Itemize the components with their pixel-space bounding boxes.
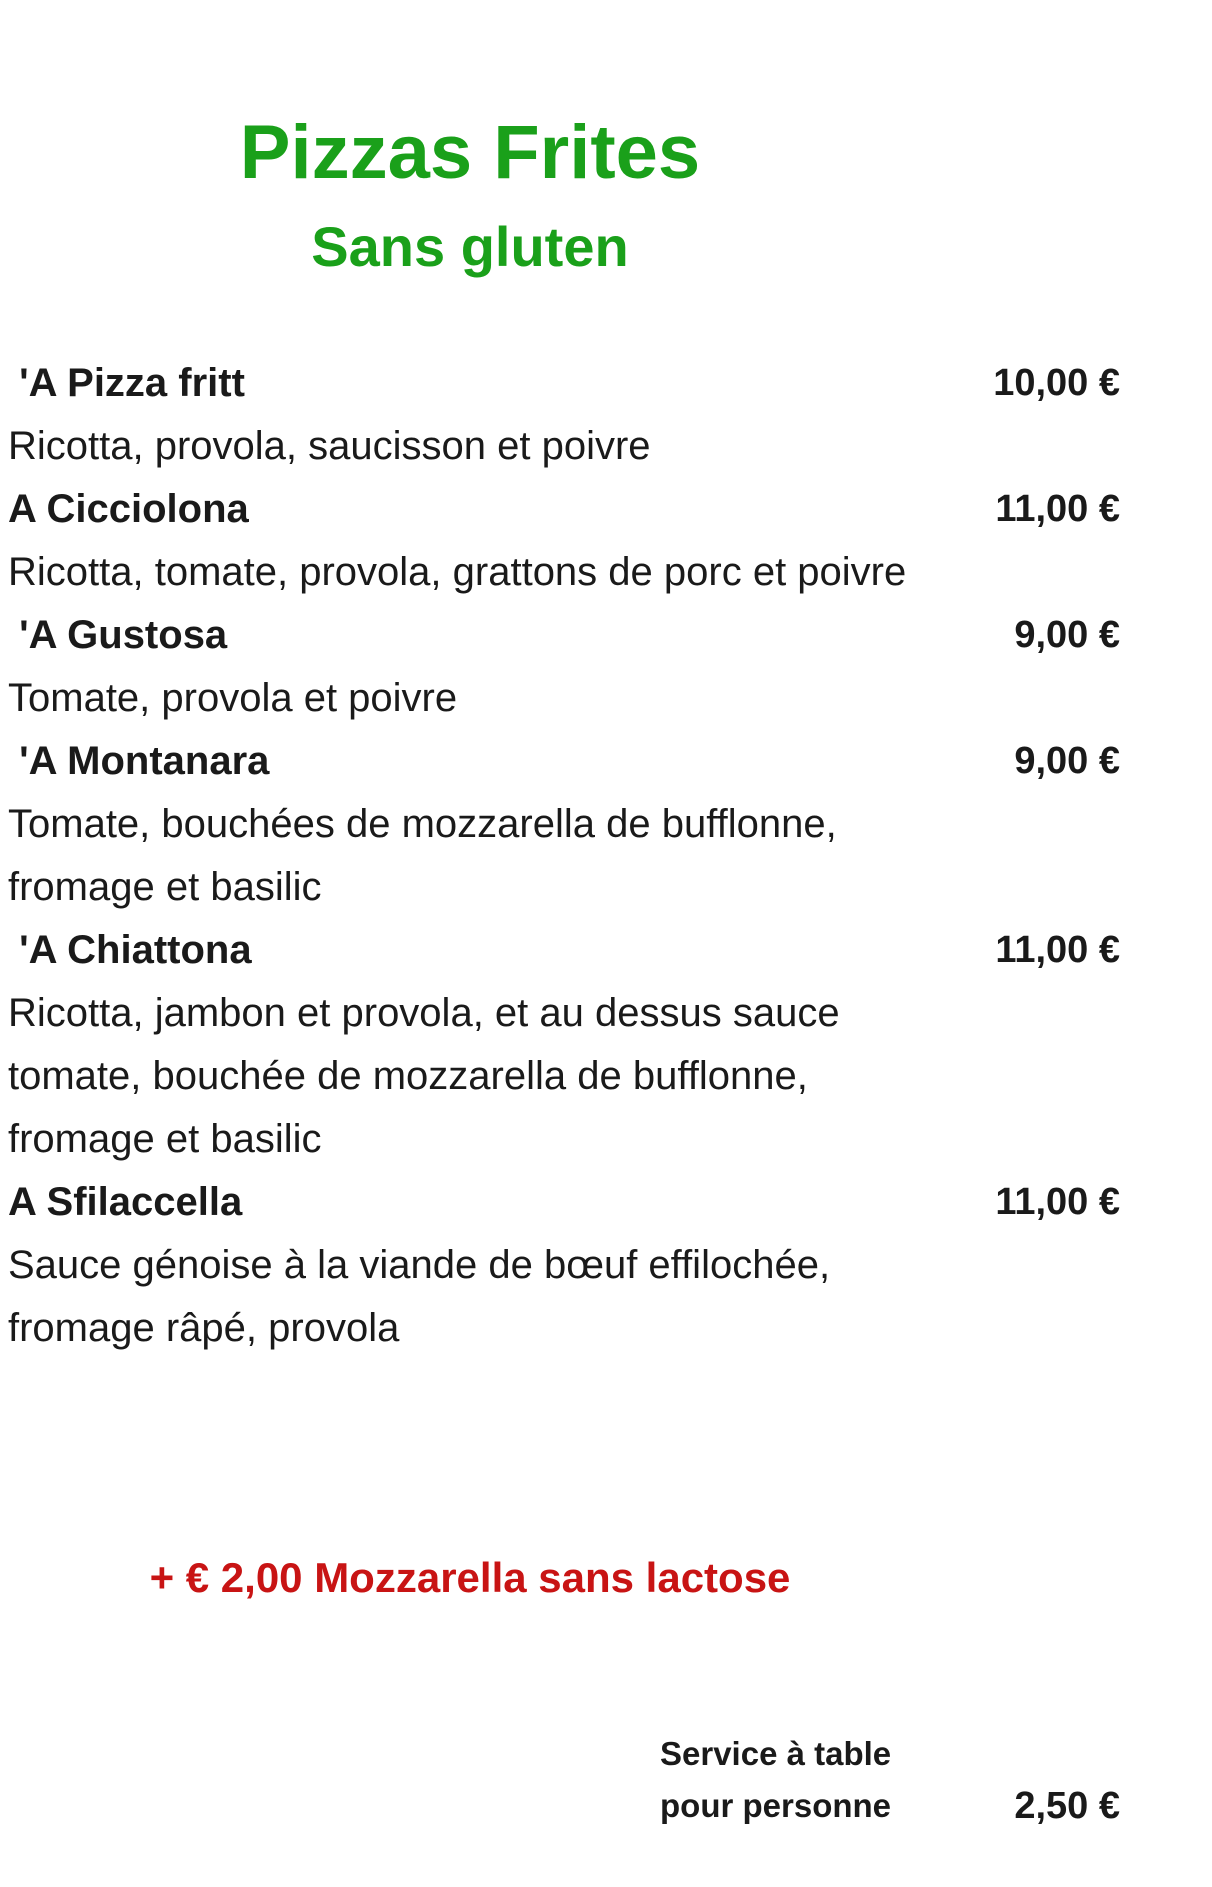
lactose-free-supplement: + € 2,00 Mozzarella sans lactose bbox=[149, 1554, 791, 1601]
item-price: 11,00 € bbox=[995, 488, 1120, 530]
menu-item bbox=[8, 919, 1120, 1171]
item-price: 10,00 € bbox=[993, 362, 1120, 404]
item-description: Tomate, provola et poivre bbox=[8, 676, 458, 720]
item-name: 'A Gustosa bbox=[8, 613, 228, 657]
menu-item bbox=[8, 604, 1120, 730]
item-description: Ricotta, provola, saucisson et poivre bbox=[8, 424, 651, 468]
item-name: 'A Pizza fritt bbox=[8, 361, 245, 405]
menu-item-header bbox=[8, 919, 1120, 982]
item-description: Ricotta, jambon et provola, et au dessus sauce tomate, bouchée de mozzarella de bufflonne, fromage et basilic bbox=[8, 991, 840, 1161]
menu-item-header bbox=[8, 478, 1120, 541]
menu-item-header bbox=[8, 352, 1120, 415]
service-label: Service à table pour personne bbox=[660, 1735, 892, 1824]
item-description: Ricotta, tomate, provola, grattons de porc et poivre bbox=[8, 550, 907, 594]
item-description: Tomate, bouchées de mozzarella de bufflonne, fromage et basilic bbox=[8, 802, 837, 909]
service-charge bbox=[660, 1728, 1120, 1832]
menu-item-header bbox=[8, 730, 1120, 793]
menu-item-header bbox=[8, 604, 1120, 667]
menu-item bbox=[8, 730, 1120, 919]
menu-item-header bbox=[8, 1171, 1120, 1234]
item-name: 'A Chiattona bbox=[8, 928, 252, 972]
page-title: Pizzas Frites bbox=[239, 110, 701, 195]
menu-item bbox=[8, 478, 1120, 604]
service-price: 2,50 € bbox=[1014, 1785, 1120, 1827]
menu-list bbox=[8, 352, 1120, 1360]
item-price: 11,00 € bbox=[995, 1181, 1120, 1223]
item-price: 11,00 € bbox=[995, 929, 1120, 971]
page-subtitle: Sans gluten bbox=[311, 215, 629, 278]
item-price: 9,00 € bbox=[1014, 614, 1120, 656]
item-name: A Cicciolona bbox=[8, 487, 249, 531]
item-description: Sauce génoise à la viande de bœuf effilochée, fromage râpé, provola bbox=[8, 1243, 831, 1350]
item-name: A Sfilaccella bbox=[8, 1180, 243, 1224]
menu-item bbox=[8, 352, 1120, 478]
item-price: 9,00 € bbox=[1014, 740, 1120, 782]
menu-item bbox=[8, 1171, 1120, 1360]
item-name: 'A Montanara bbox=[8, 739, 270, 783]
